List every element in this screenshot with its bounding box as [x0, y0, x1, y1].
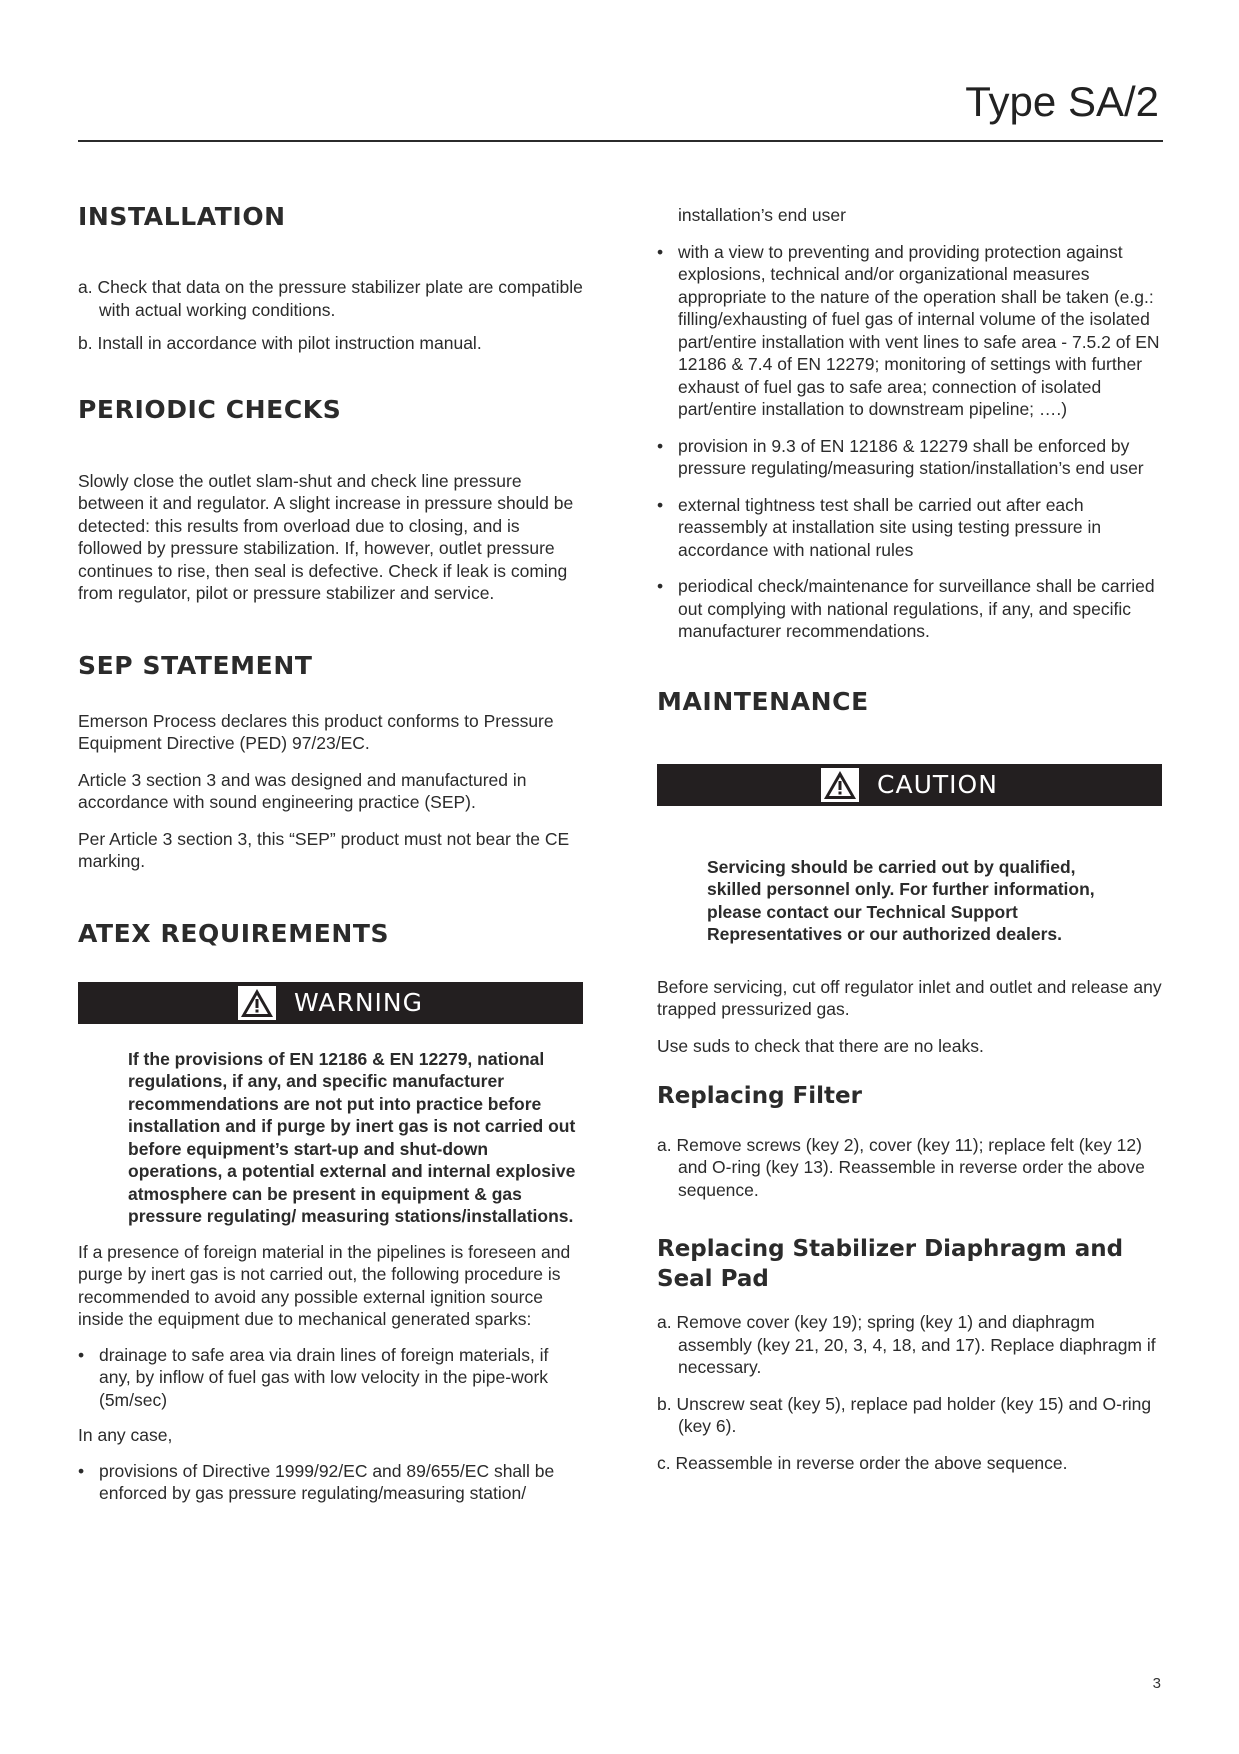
installation-item-b: b. Install in accordance with pilot instruction manual.	[78, 333, 482, 353]
sep-statement-heading: SEP STATEMENT	[78, 650, 313, 680]
maintenance-paragraph: Before servicing, cut off regulator inlet and outlet and release any trapped pressurized gas.	[657, 976, 1162, 1019]
replacing-filter-heading: Replacing Filter	[657, 1083, 862, 1109]
sep-paragraph: Article 3 section 3 and was designed and manufactured in accordance with sound engineering practice (SEP).	[78, 769, 527, 812]
list-item: • drainage to safe area via drain lines of foreign materials, if any, by inflow of fuel gas with low velocity in the pipe-work (5m/sec)	[78, 1344, 583, 1412]
sep-paragraph: Emerson Process declares this product conforms to Pressure Equipment Directive (PED) 97/23/EC.	[78, 710, 554, 753]
atex-continued-text: installation’s end user	[678, 205, 846, 225]
atex-requirements-heading: ATEX REQUIREMENTS	[78, 918, 390, 948]
periodic-checks-body: Slowly close the outlet slam-shut and check line pressure between it and regulator. A slight increase in pressure should be detected: this results from overload due to closing, and is followed by pressure stabilization. If, however, outlet pressure continues to rise, then seal is defective. Check if leak is coming from regulator, pilot or pressure stabilizer and service.	[78, 470, 574, 603]
replacing-filter-item-a: a. Remove screws (key 2), cover (key 11); replace felt (key 12) and O-ring (key 13). Reassemble in reverse order the above sequence.	[657, 1134, 1145, 1200]
atex-bullet-list-3	[657, 241, 1162, 643]
list-item: • external tightness test shall be carried out after each reassembly at installation site using testing pressure in accordance with national rules	[657, 494, 1162, 562]
atex-intro: If a presence of foreign material in the pipelines is foreseen and purge by inert gas is not carried out, the following procedure is recommended to avoid any possible external ignition source inside the equipment due to mechanical generated sparks:	[78, 1241, 571, 1329]
installation-heading: INSTALLATION	[78, 202, 286, 231]
warning-text: If the provisions of EN 12186 & EN 12279, national regulations, if any, and specific manufacturer recommendations are not put into practice before installation and if purge by inert gas is not carried out before equipment’s start-up and shut-down operations, a potential external and internal explosive atmosphere can be present in equipment & gas pressure regulating/ measuring stations/installations.	[128, 1048, 576, 1226]
caution-triangle-icon	[821, 768, 859, 802]
replacing-diaphragm-item-c: c. Reassemble in reverse order the above sequence.	[657, 1452, 1068, 1473]
maintenance-paragraph: Use suds to check that there are no leaks.	[657, 1035, 984, 1056]
caution-banner	[657, 764, 1162, 806]
atex-bullet-list-1	[78, 1344, 583, 1412]
replacing-diaphragm-heading: Replacing Stabilizer Diaphragm and Seal Pad	[657, 1236, 1124, 1293]
right-column	[657, 204, 1162, 1474]
periodic-checks-heading: PERIODIC CHECKS	[78, 394, 342, 424]
caution-text: Servicing should be carried out by qualified, skilled personnel only. For further information, please contact our Technical Support Representatives or our authorized dealers.	[707, 856, 1095, 944]
list-item: • provision in 9.3 of EN 12186 & 12279 shall be enforced by pressure regulating/measuring station/installation’s end user	[657, 435, 1162, 480]
replacing-diaphragm-item-a: a. Remove cover (key 19); spring (key 1) and diaphragm assembly (key 21, 20, 3, 4, 18, and 17). Replace diaphragm if necessary.	[657, 1312, 1156, 1378]
left-column	[78, 200, 583, 1505]
sep-paragraph: Per Article 3 section 3, this “SEP” product must not bear the CE marking.	[78, 828, 570, 871]
list-item: • periodical check/maintenance for surveillance shall be carried out complying with national regulations, if any, and specific manufacturer recommendations.	[657, 575, 1162, 643]
header-rule	[78, 140, 1163, 142]
list-item: • provisions of Directive 1999/92/EC and 89/655/EC shall be enforced by gas pressure regulating/measuring station/	[78, 1460, 583, 1505]
installation-item-a: a. Check that data on the pressure stabilizer plate are compatible with actual working conditions.	[78, 277, 583, 320]
warning-triangle-icon	[238, 986, 276, 1020]
warning-banner	[78, 982, 583, 1024]
atex-in-any-case: In any case,	[78, 1425, 173, 1445]
atex-bullet-list-2	[78, 1460, 583, 1505]
page-number: 3	[1152, 1675, 1161, 1692]
maintenance-heading: MAINTENANCE	[657, 686, 869, 716]
replacing-diaphragm-item-b: b. Unscrew seat (key 5), replace pad holder (key 15) and O-ring (key 6).	[657, 1393, 1152, 1437]
warning-label: WARNING	[294, 988, 423, 1017]
caution-label: CAUTION	[877, 770, 998, 799]
list-item: • with a view to preventing and providing protection against explosions, technical and/or organizational measures appropriate to the nature of the operation shall be taken (e.g.: filling/exhausting of fuel gas of internal volume of the isolated part/entire installation with vent lines to safe area - 7.5.2 of EN 12186 & 7.4 of EN 12279; monitoring of settings with further exhaust of fuel gas to safe area; connection of isolated part/entire installation to downstream pipeline; ….)	[657, 241, 1162, 421]
document-title: Type SA/2	[965, 78, 1159, 125]
